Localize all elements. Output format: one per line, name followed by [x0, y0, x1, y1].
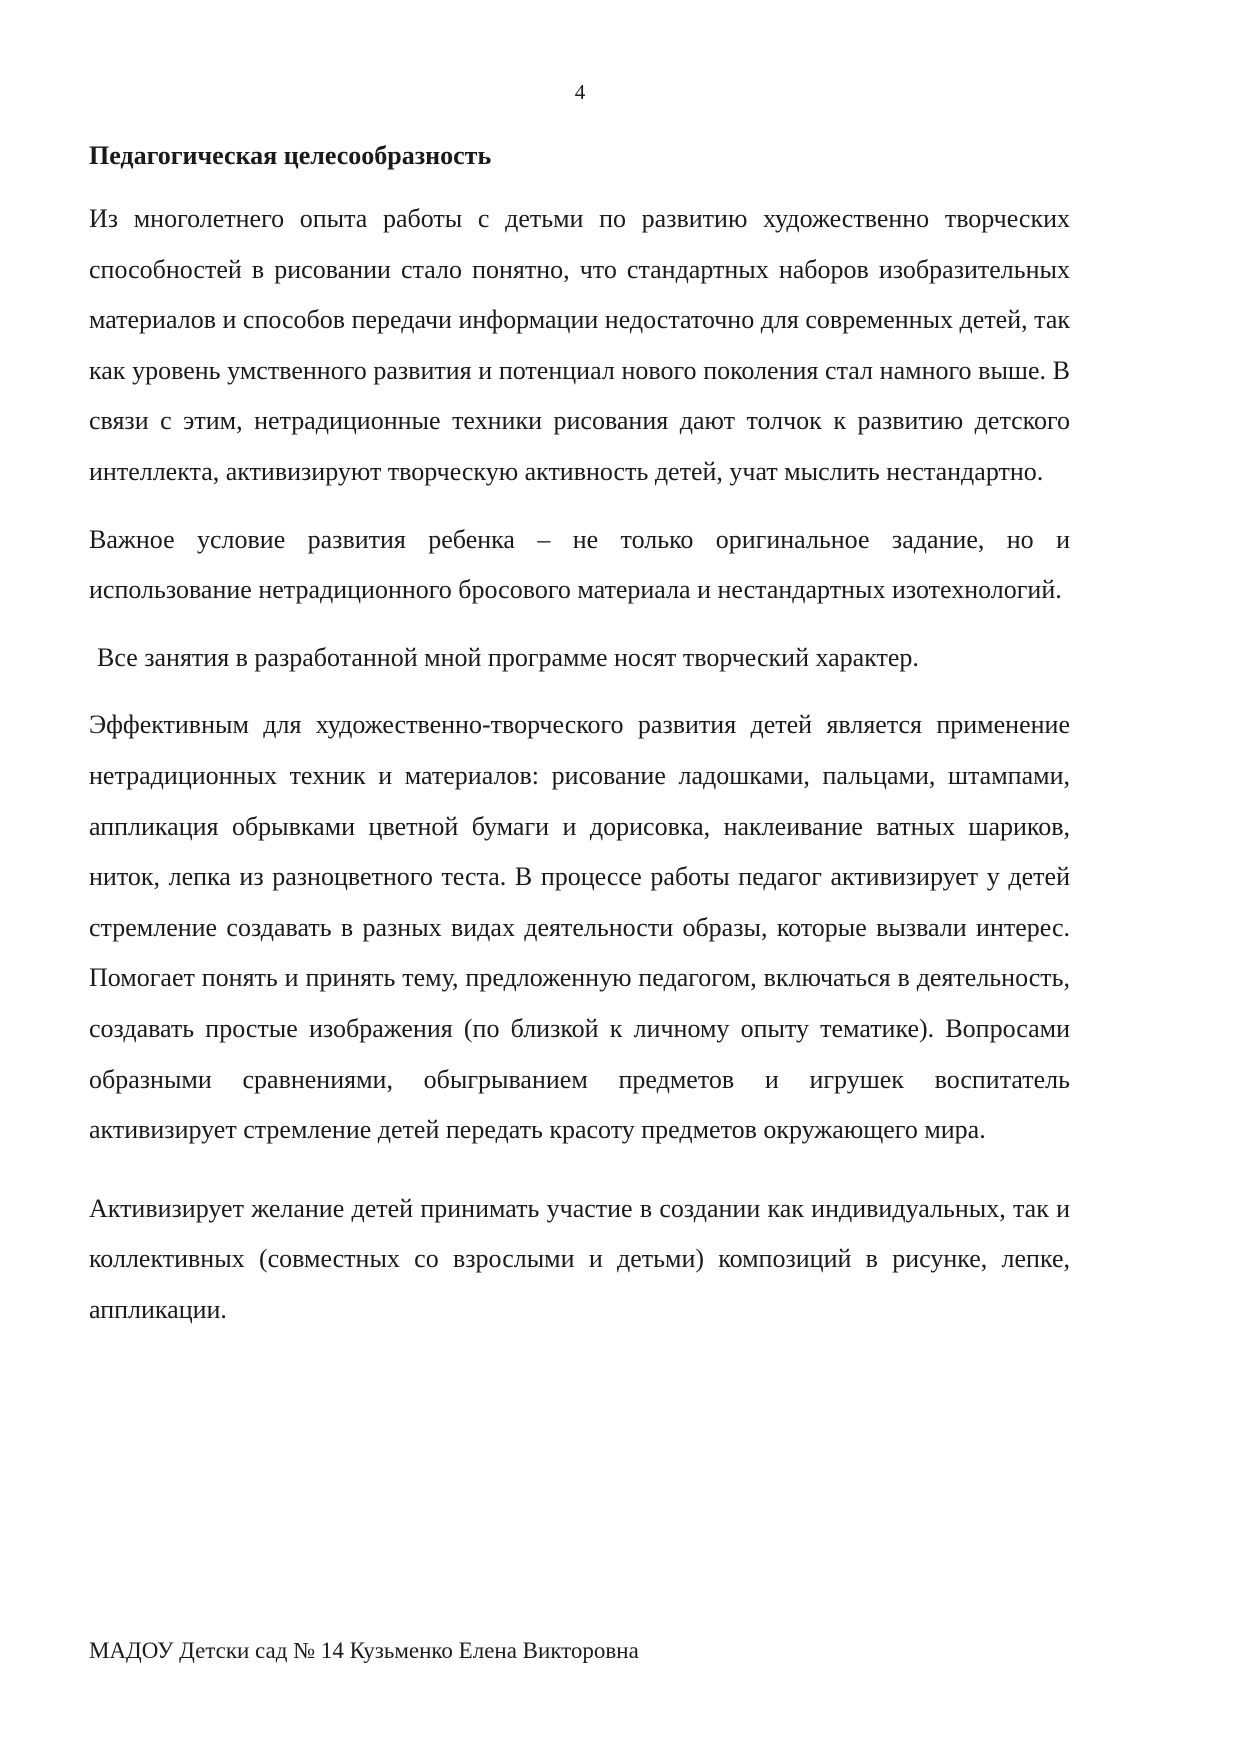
- paragraph-4: Эффективным для художественно-творческого развития детей является применение нетрадиционных техник и материалов: рисование ладошками, пальцами, штампами, аппликация обрывками цветной бумаги и дорисовка, наклеивание ватных шариков, ниток, лепка из разноцветного теста. В процессе работы педагог активизирует у детей стремление создавать в разных видах деятельности образы, которые вызвали интерес. Помогает понять и принять тему, предложенную педагогом, включаться в деятельность, создавать простые изображения (по близкой к личному опыту тематике). Вопросами образными сравнениями, обыгрыванием предметов и игрушек воспитатель активизирует стремление детей передать красоту предметов окружающего мира.: [89, 710, 1070, 1145]
- paragraph-2: Важное условие развития ребенка – не только оригинальное задание, но и использование нетрадиционного бросового материала и нестандартных изотехнологий.: [89, 524, 1070, 605]
- page-body: [89, 136, 1070, 1335]
- paragraph-1: Из многолетнего опыта работы с детьми по развитию художественно творческих способностей в рисовании стало понятно, что стандартных наборов изобразительных материалов и способов передачи информации недостаточно для современных детей, так как уровень умственного развития и потенциал нового поколения стал намного выше. В связи с этим, нетрадиционные техники рисования дают толчок к развитию детского интеллекта, активизируют творческую активность детей, учат мыслить нестандартно.: [89, 204, 1070, 486]
- paragraph-5: Активизирует желание детей принимать участие в создании как индивидуальных, так и коллективных (совместных со взрослыми и детьми) композиций в рисунке, лепке, аппликации.: [89, 1193, 1070, 1324]
- page-number: 4: [574, 80, 586, 104]
- page-footer: МАДОУ Детски сад № 14 Кузьменко Елена Викторовна: [89, 1638, 639, 1663]
- section-heading: Педагогическая целесообразность: [89, 141, 492, 170]
- paragraph-3: Все занятия в разработанной мной программе носят творческий характер.: [97, 642, 919, 672]
